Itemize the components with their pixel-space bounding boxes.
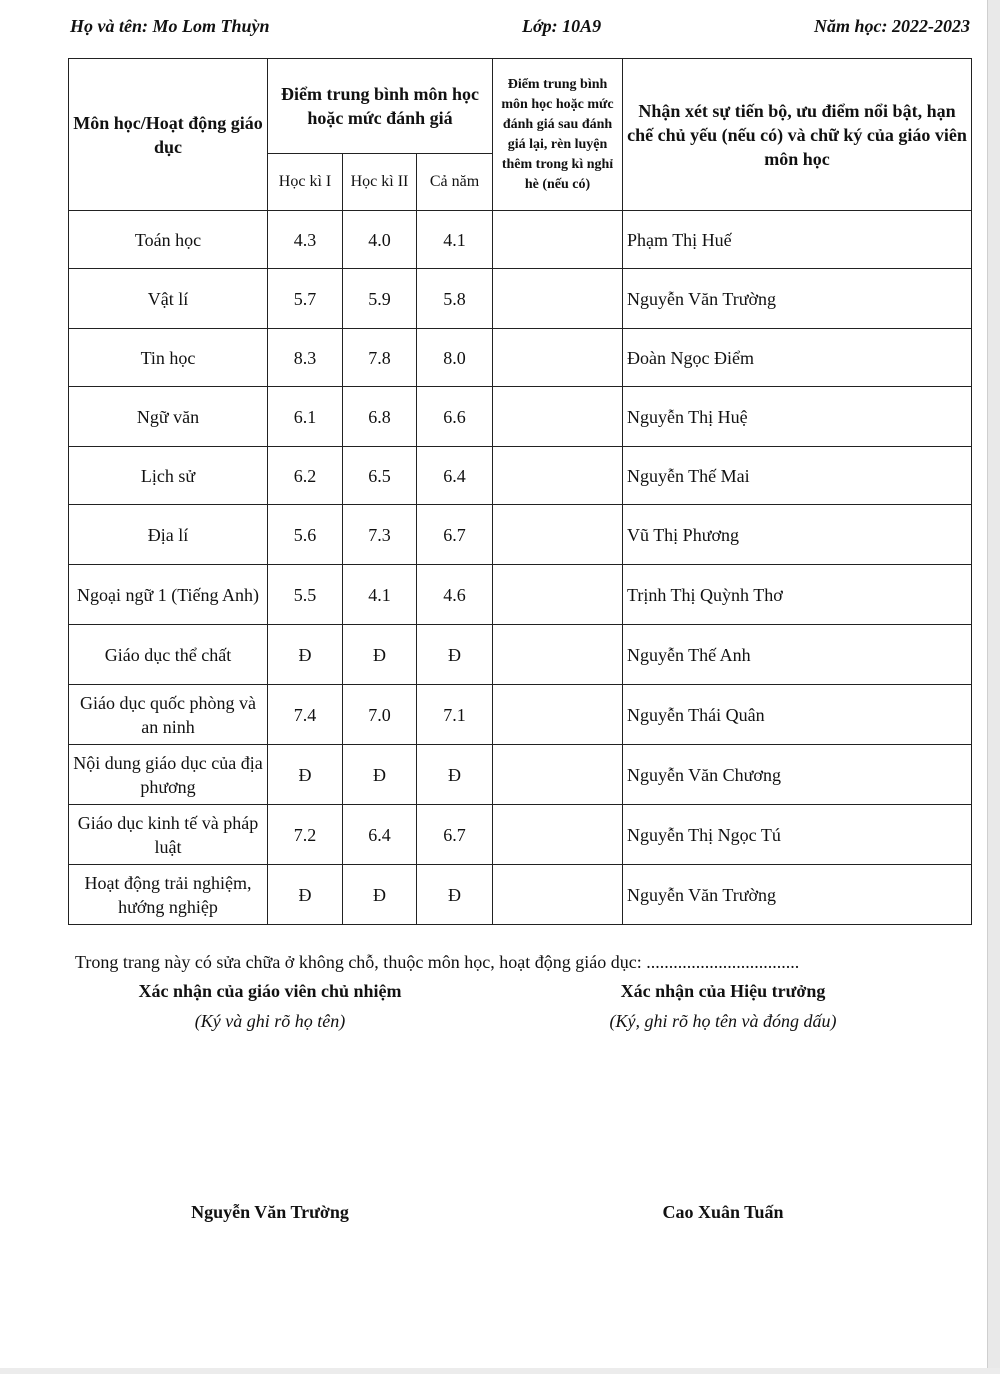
table-row: [69, 565, 972, 625]
subject-cell: Vật lí: [69, 269, 268, 329]
year-cell: 5.8: [417, 269, 493, 329]
table-row: [69, 387, 972, 447]
semester2-cell: 4.0: [343, 211, 417, 269]
homeroom-teacher-name: Nguyễn Văn Trường: [191, 1202, 349, 1222]
retest-cell: [493, 685, 623, 745]
teacher-cell: Nguyễn Thị Huệ: [623, 387, 972, 447]
student-name: Họ và tên: Mo Lom Thuỳn: [70, 16, 270, 36]
semester2-cell: Đ: [343, 745, 417, 805]
semester1-cell: 6.2: [268, 447, 343, 505]
retest-header: Điểm trung bình môn học hoặc mức đánh giá sau đánh giá lại, rèn luyện thêm trong kì nghỉ hè (nếu có): [493, 59, 623, 211]
semester1-cell: 7.4: [268, 685, 343, 745]
table-row: [69, 269, 972, 329]
teacher-cell: Nguyễn Văn Trường: [623, 865, 972, 925]
semester1-cell: 4.3: [268, 211, 343, 269]
year-cell: 6.4: [417, 447, 493, 505]
document-header: [70, 14, 970, 44]
semester1-cell: Đ: [268, 745, 343, 805]
retest-cell: [493, 805, 623, 865]
comment-header: Nhận xét sự tiến bộ, ưu điểm nổi bật, hạn chế chủ yếu (nếu có) và chữ ký của giáo viên môn học: [623, 59, 972, 211]
retest-cell: [493, 865, 623, 925]
school-year: Năm học: 2022-2023: [814, 16, 970, 36]
subject-cell: Ngoại ngữ 1 (Tiếng Anh): [69, 565, 268, 625]
semester1-header: Học kì I: [268, 154, 343, 211]
subject-header: Môn học/Hoạt động giáo dục: [69, 59, 268, 211]
year-cell: Đ: [417, 745, 493, 805]
retest-cell: [493, 505, 623, 565]
retest-cell: [493, 211, 623, 269]
year-header: Cả năm: [417, 154, 493, 211]
homeroom-signature-block: [110, 978, 430, 1034]
semester2-cell: 4.1: [343, 565, 417, 625]
table-row: [69, 805, 972, 865]
subject-cell: Địa lí: [69, 505, 268, 565]
semester1-cell: 5.5: [268, 565, 343, 625]
year-cell: Đ: [417, 865, 493, 925]
semester2-cell: Đ: [343, 865, 417, 925]
subject-cell: Ngữ văn: [69, 387, 268, 447]
page-edge-bottom: [0, 1368, 1000, 1374]
year-cell: 6.6: [417, 387, 493, 447]
semester2-cell: 6.8: [343, 387, 417, 447]
semester1-cell: Đ: [268, 865, 343, 925]
retest-cell: [493, 329, 623, 387]
correction-note: Trong trang này có sửa chữa ở không chỗ, thuộc môn học, hoạt động giáo dục: ..................................: [75, 952, 800, 972]
subject-cell: Giáo dục thể chất: [69, 625, 268, 685]
table-row: [69, 211, 972, 269]
semester1-cell: 7.2: [268, 805, 343, 865]
principal-title: Xác nhận của Hiệu trưởng: [620, 981, 826, 1001]
year-cell: 4.1: [417, 211, 493, 269]
principal-subtitle: (Ký, ghi rõ họ tên và đóng dấu): [609, 1011, 837, 1031]
year-cell: 7.1: [417, 685, 493, 745]
subject-cell: Giáo dục kinh tế và pháp luật: [69, 805, 268, 865]
teacher-cell: Vũ Thị Phương: [623, 505, 972, 565]
class-label: Lớp: 10A9: [522, 16, 602, 36]
year-cell: 4.6: [417, 565, 493, 625]
semester1-cell: 6.1: [268, 387, 343, 447]
semester1-cell: 5.6: [268, 505, 343, 565]
year-cell: Đ: [417, 625, 493, 685]
principal-name: Cao Xuân Tuấn: [662, 1202, 784, 1222]
table-row: [69, 865, 972, 925]
homeroom-subtitle: (Ký và ghi rõ họ tên): [194, 1011, 346, 1031]
year-cell: 8.0: [417, 329, 493, 387]
retest-cell: [493, 447, 623, 505]
subject-cell: Nội dung giáo dục của địa phương: [69, 745, 268, 805]
average-header: Điểm trung bình môn học hoặc mức đánh giá: [268, 59, 493, 154]
homeroom-title: Xác nhận của giáo viên chủ nhiệm: [138, 981, 402, 1001]
page-edge-right: [987, 0, 1000, 1374]
teacher-cell: Nguyễn Thế Mai: [623, 447, 972, 505]
grades-table: [68, 58, 972, 925]
semester1-cell: 5.7: [268, 269, 343, 329]
table-row: [69, 685, 972, 745]
table-row: [69, 505, 972, 565]
semester2-cell: 7.3: [343, 505, 417, 565]
retest-cell: [493, 625, 623, 685]
teacher-cell: Nguyễn Văn Trường: [623, 269, 972, 329]
subject-cell: Lịch sử: [69, 447, 268, 505]
semester2-cell: Đ: [343, 625, 417, 685]
semester2-cell: 6.5: [343, 447, 417, 505]
subject-cell: Hoạt động trải nghiệm, hướng nghiệp: [69, 865, 268, 925]
subject-cell: Toán học: [69, 211, 268, 269]
semester1-cell: 8.3: [268, 329, 343, 387]
subject-cell: Tin học: [69, 329, 268, 387]
semester2-cell: 6.4: [343, 805, 417, 865]
year-cell: 6.7: [417, 805, 493, 865]
retest-cell: [493, 269, 623, 329]
teacher-cell: Trịnh Thị Quỳnh Thơ: [623, 565, 972, 625]
principal-signature-block: [572, 978, 874, 1034]
table-row: [69, 329, 972, 387]
teacher-cell: Đoàn Ngọc Điểm: [623, 329, 972, 387]
year-cell: 6.7: [417, 505, 493, 565]
grades-body: [69, 211, 972, 925]
teacher-cell: Nguyễn Thế Anh: [623, 625, 972, 685]
subject-cell: Giáo dục quốc phòng và an ninh: [69, 685, 268, 745]
semester2-cell: 7.0: [343, 685, 417, 745]
semester2-header: Học kì II: [343, 154, 417, 211]
table-row: [69, 625, 972, 685]
retest-cell: [493, 565, 623, 625]
teacher-cell: Nguyễn Thái Quân: [623, 685, 972, 745]
retest-cell: [493, 745, 623, 805]
teacher-cell: Phạm Thị Huế: [623, 211, 972, 269]
semester2-cell: 5.9: [343, 269, 417, 329]
semester1-cell: Đ: [268, 625, 343, 685]
table-row: [69, 745, 972, 805]
teacher-cell: Nguyễn Thị Ngọc Tú: [623, 805, 972, 865]
table-row: [69, 447, 972, 505]
retest-cell: [493, 387, 623, 447]
teacher-cell: Nguyễn Văn Chương: [623, 745, 972, 805]
semester2-cell: 7.8: [343, 329, 417, 387]
